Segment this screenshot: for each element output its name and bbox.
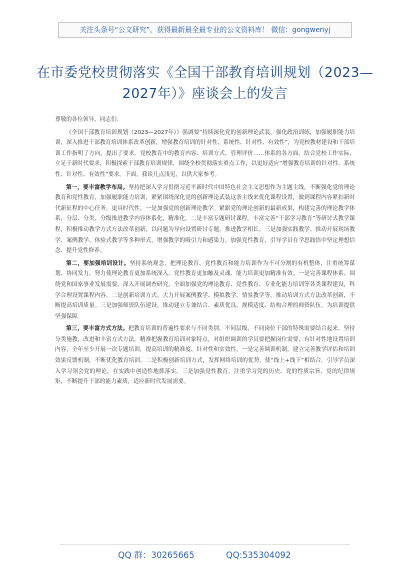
section-lead: 第二，要加强培训设计。 [66,260,130,267]
promo-banner: 关注头条号“公文研究”，获得最新最全最专业的公文资料库！ 微信：gongwenyj [58,22,352,38]
footer-divider [60,544,350,545]
document-title: 在市委党校贯彻落实《全国干部教育培训规划（2023—2027年）》座谈会上的发言 [36,65,374,102]
section-body: 坚持把深入学习贯彻习近平新时代中国特色社会主义思想作为主题主线，不断强化党的理论教育和党性教育，加强履职能力培训，紧紧围绕深化党的创新理论武装这条主线来优化课程设置，做到课程内容紧扣新时代新征程的中心任务，更具时代性。一是加强党的创新理论教学。紧跟党的理论创新的最新成果，构建完善的理论教学体系，分层、分类、分级推进教学内容体系化，精准化。二是丰富专题研讨课程。丰富完善“干部学习教育”等研讨式教学课程，积极推动教学方式方法改革创新，以问题为导向设置研讨专题，推进教学相长。三是加强实践教学。推动开展现场教学、案例教学、体验式教学等多种形式，增强教学的吸引力和感染力。加强党性教育，引导学员在学思践悟中坚定理想信念、提升党性修养。 [55,184,355,255]
qq-group-label: QQ 群：30265665 [118,551,195,561]
document-body [55,115,355,390]
intro-paragraph: 《全国干部教育培训规划（2023—2027年）》强调要“持续深化党的创新理论武装，强化政治训练，加强履职能力培训，深入推进干部教育培训体系改革创新，增强教育培训的针对性、系统性、针对性、有效性”，为党校教材建设和干部培训工作指明了方向，提出了要求。党校教育中的教育内容、培训方式、管理评价……体系的各方面，结合党校工作实际，立足于新时代要求，积极探索干部教育培训规律，围绕全校贯彻落实重点工作，以更好适应“增强教育培训的针对性、系统性、针对性、有效性”要求。下面，我谈几点浅见，以供大家参考。 [55,129,355,178]
section-lead: 第三，要丰富方式方法。 [66,326,129,333]
salutation: 尊敬的各位领导、同志们： [55,117,123,123]
section-paragraph-1 [55,183,355,257]
page-footer [0,548,408,564]
section-paragraph-3 [55,324,355,388]
section-lead: 第一，要丰富教学布局。 [66,184,129,191]
section-body: 坚持系统观念，把理论教育、党性教育和能力培训作为不可分割的有机整体，注重统筹谋划、协同发力，努力使理论教育更加系统深入、党性教育更加触及灵魂、能力培训更加精准有效。一是完善课程体系。围绕党和国家事业发展需要，深入开展调查研究，全面加强党的理论教育、党性教育、专业化能力培训等各类课程建设，科学合理设置课程内容。二是创新培训方式。大力开展案例教学、模拟教学、情景教学等，推动培训方式方法改革创新，不断提高培训质量。三是加强师资队伍建设。推动建立专兼结合、素质优良、规模适度、结构合理的师资队伍，为培训提供坚强保障。 [55,260,355,320]
section-body: 把教育培训的普遍性要求与不同类别、不同层级、不同岗位干部的特殊需要结合起来，坚持分类施教，改进和丰富方式方法。精准把握教育培训对象特点，对组织调训的学员要把握岗位需要，有针对性地设置培训内容，全年至少开展一次专题培训，提高培训的精准度、针对性和实效性。一是完善调训机制，建立完善教学评估和培训效果反馈机制，不断优化教育培训。二是积极创新培训方式，发挥网络培训的优势，使“线上+线下”相结合，引导学员深入学习领会党的理论，在实践中创造性地抓落实。三是加强党性教育，注重学习党的历史、党的性质宗旨、党的纪律规矩，不断提升干部的能力素质，适应新时代发展需要。 [55,326,355,386]
qq-contact-label: QQ:535304092 [226,551,291,561]
section-paragraph-2 [55,259,355,323]
